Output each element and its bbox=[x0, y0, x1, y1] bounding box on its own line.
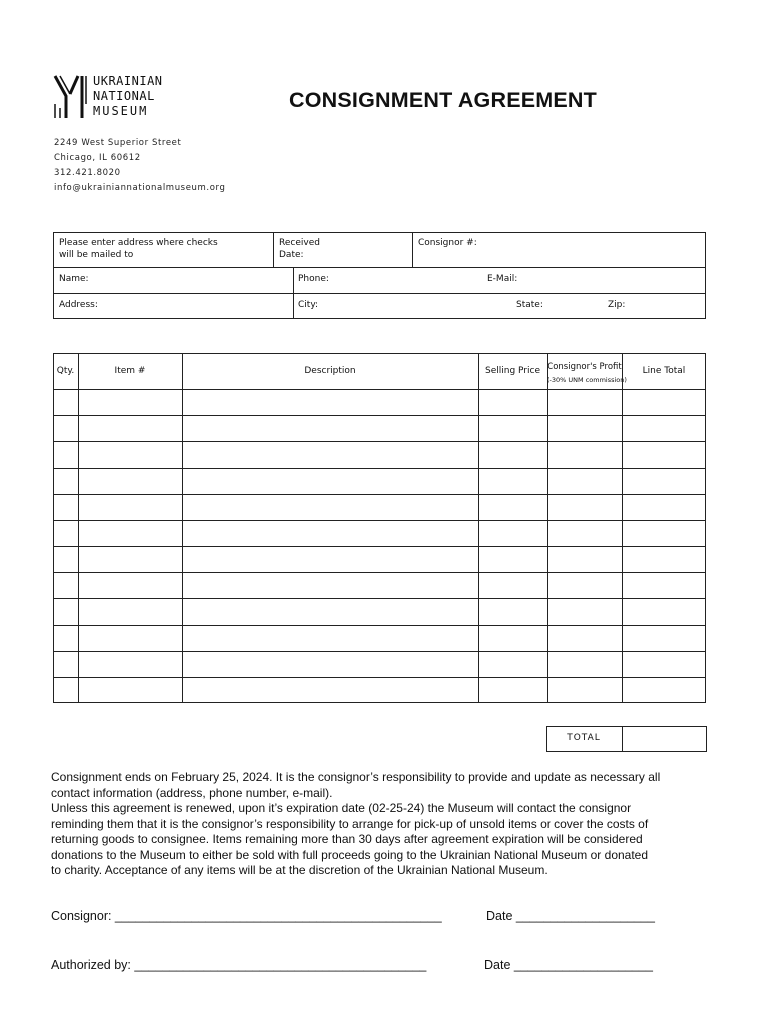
selling-price-cell[interactable] bbox=[479, 495, 546, 519]
qty-cell[interactable] bbox=[54, 599, 77, 623]
name-label: Name: bbox=[59, 274, 89, 284]
consignor-profit-cell[interactable] bbox=[548, 521, 621, 545]
column-header-qty: Qty. bbox=[56, 366, 75, 376]
museum-city: Chicago, IL 60612 bbox=[54, 153, 141, 163]
description-cell[interactable] bbox=[183, 547, 477, 571]
qty-cell[interactable] bbox=[54, 495, 77, 519]
consignor-profit-cell[interactable] bbox=[548, 599, 621, 623]
qty-cell[interactable] bbox=[54, 547, 77, 571]
qty-cell[interactable] bbox=[54, 652, 77, 676]
city-label: City: bbox=[298, 300, 319, 310]
column-header-commission-note: (-30% UNM commission) bbox=[547, 376, 627, 384]
consignor-profit-cell[interactable] bbox=[548, 573, 621, 597]
table-row bbox=[53, 677, 706, 703]
consignor-profit-cell[interactable] bbox=[548, 469, 621, 493]
item-number-cell[interactable] bbox=[79, 469, 181, 493]
qty-cell[interactable] bbox=[54, 390, 77, 414]
selling-price-cell[interactable] bbox=[479, 678, 546, 702]
qty-cell[interactable] bbox=[54, 469, 77, 493]
form-divider bbox=[293, 267, 294, 319]
email-label: E-Mail: bbox=[487, 274, 518, 284]
museum-email: info@ukrainiannationalmuseum.org bbox=[54, 183, 226, 193]
address-label: Address: bbox=[59, 300, 98, 310]
consignor-profit-cell[interactable] bbox=[548, 442, 621, 466]
item-number-cell[interactable] bbox=[79, 547, 181, 571]
consignor-profit-cell[interactable] bbox=[548, 416, 621, 440]
phone-label: Phone: bbox=[298, 274, 329, 284]
qty-cell[interactable] bbox=[54, 416, 77, 440]
table-row bbox=[53, 520, 706, 546]
page-title: CONSIGNMENT AGREEMENT bbox=[289, 88, 597, 112]
terms-line-4: reminding them that it is the consignor’s responsibility to arrange for pick-up of unsold items or cover the costs of bbox=[51, 816, 649, 831]
authorized-date-line[interactable]: Date ____________________ bbox=[484, 958, 653, 972]
logo-text-ukrainian: UKRAINIAN bbox=[93, 74, 163, 88]
qty-cell[interactable] bbox=[54, 573, 77, 597]
item-number-cell[interactable] bbox=[79, 416, 181, 440]
table-row bbox=[53, 415, 706, 441]
terms-line-7: to charity. Acceptance of any items will be at the discretion of the Ukrainian National Museum. bbox=[51, 863, 548, 877]
selling-price-cell[interactable] bbox=[479, 469, 546, 493]
consignor-profit-cell[interactable] bbox=[548, 390, 621, 414]
received-date-label: Received bbox=[279, 238, 320, 248]
line-total-cell[interactable] bbox=[623, 626, 705, 650]
form-divider bbox=[273, 232, 274, 267]
description-cell[interactable] bbox=[183, 652, 477, 676]
received-date-label-2: Date: bbox=[279, 250, 304, 260]
table-row bbox=[53, 598, 706, 624]
consignor-date-line[interactable]: Date ____________________ bbox=[486, 909, 655, 923]
line-total-cell[interactable] bbox=[623, 416, 705, 440]
consignor-signature-line[interactable]: Consignor: _______________________________________________ bbox=[51, 909, 442, 923]
selling-price-cell[interactable] bbox=[479, 390, 546, 414]
description-cell[interactable] bbox=[183, 573, 477, 597]
qty-cell[interactable] bbox=[54, 442, 77, 466]
selling-price-cell[interactable] bbox=[479, 547, 546, 571]
line-total-cell[interactable] bbox=[623, 599, 705, 623]
consignor-profit-cell[interactable] bbox=[548, 495, 621, 519]
column-header-line-total: Line Total bbox=[642, 366, 686, 376]
consignor-profit-cell[interactable] bbox=[548, 547, 621, 571]
line-total-cell[interactable] bbox=[623, 652, 705, 676]
item-number-cell[interactable] bbox=[79, 442, 181, 466]
line-total-cell[interactable] bbox=[623, 442, 705, 466]
selling-price-cell[interactable] bbox=[479, 652, 546, 676]
item-number-cell[interactable] bbox=[79, 521, 181, 545]
description-cell[interactable] bbox=[183, 442, 477, 466]
unm-logo-icon bbox=[52, 74, 92, 120]
selling-price-cell[interactable] bbox=[479, 573, 546, 597]
item-number-cell[interactable] bbox=[79, 390, 181, 414]
item-number-cell[interactable] bbox=[79, 599, 181, 623]
consignor-profit-cell[interactable] bbox=[548, 678, 621, 702]
museum-logo bbox=[52, 74, 162, 120]
terms-line-6: donations to the Museum to either be sold with full proceeds going to the Ukrainian National Museum or donated bbox=[51, 847, 649, 862]
item-number-cell[interactable] bbox=[79, 626, 181, 650]
terms-line-2: contact information (address, phone number, e-mail). bbox=[51, 785, 333, 800]
description-cell[interactable] bbox=[183, 521, 477, 545]
selling-price-cell[interactable] bbox=[479, 599, 546, 623]
column-header-selling-price: Selling Price bbox=[485, 366, 540, 376]
table-row bbox=[53, 546, 706, 572]
table-row bbox=[53, 441, 706, 467]
column-header-consignor-profit: Consignor's Profit bbox=[547, 362, 622, 372]
logo-text-museum: MUSEUM bbox=[93, 104, 149, 118]
consignor-number-label: Consignor #: bbox=[418, 238, 477, 248]
total-label: TOTAL bbox=[567, 733, 601, 743]
mailing-address-label: Please enter address where checks bbox=[59, 238, 218, 248]
line-total-cell[interactable] bbox=[623, 521, 705, 545]
form-divider bbox=[53, 293, 706, 294]
line-total-cell[interactable] bbox=[623, 495, 705, 519]
description-cell[interactable] bbox=[183, 416, 477, 440]
description-cell[interactable] bbox=[183, 469, 477, 493]
description-cell[interactable] bbox=[183, 599, 477, 623]
table-row bbox=[53, 625, 706, 651]
table-row bbox=[53, 468, 706, 494]
description-cell[interactable] bbox=[183, 678, 477, 702]
description-cell[interactable] bbox=[183, 626, 477, 650]
line-total-cell[interactable] bbox=[623, 547, 705, 571]
line-total-cell[interactable] bbox=[623, 678, 705, 702]
table-row bbox=[53, 389, 706, 415]
state-label: State: bbox=[516, 300, 543, 310]
item-number-cell[interactable] bbox=[79, 678, 181, 702]
selling-price-cell[interactable] bbox=[479, 521, 546, 545]
mailing-address-label-2: will be mailed to bbox=[59, 250, 134, 260]
consignor-profit-cell[interactable] bbox=[548, 652, 621, 676]
terms-line-5: returning goods to consignee. Items remaining more than 30 days after agreement expiration will be considered bbox=[51, 832, 643, 846]
item-number-cell[interactable] bbox=[79, 573, 181, 597]
item-number-cell[interactable] bbox=[79, 652, 181, 676]
table-row bbox=[53, 572, 706, 598]
total-divider bbox=[622, 726, 623, 752]
zip-label: Zip: bbox=[608, 300, 626, 310]
description-cell[interactable] bbox=[183, 390, 477, 414]
table-row bbox=[53, 651, 706, 677]
description-cell[interactable] bbox=[183, 495, 477, 519]
form-divider bbox=[53, 267, 706, 268]
terms-line-3: Unless this agreement is renewed, upon it’s expiration date (02-25-24) the Museum will contact the consignor bbox=[51, 801, 632, 815]
line-total-cell[interactable] bbox=[623, 469, 705, 493]
selling-price-cell[interactable] bbox=[479, 416, 546, 440]
selling-price-cell[interactable] bbox=[479, 626, 546, 650]
line-total-cell[interactable] bbox=[623, 573, 705, 597]
consignor-profit-cell[interactable] bbox=[548, 626, 621, 650]
authorized-signature-line[interactable]: Authorized by: __________________________________________ bbox=[51, 958, 427, 972]
museum-phone: 312.421.8020 bbox=[54, 168, 121, 178]
qty-cell[interactable] bbox=[54, 626, 77, 650]
line-total-cell[interactable] bbox=[623, 390, 705, 414]
form-divider bbox=[412, 232, 413, 267]
terms-line-1: Consignment ends on February 25, 2024. It is the consignor’s responsibility to provide and update as necessary all bbox=[51, 770, 661, 784]
table-row bbox=[53, 494, 706, 520]
qty-cell[interactable] bbox=[54, 521, 77, 545]
column-header-item: Item # bbox=[114, 366, 146, 376]
item-number-cell[interactable] bbox=[79, 495, 181, 519]
total-value-field[interactable] bbox=[624, 728, 705, 750]
qty-cell[interactable] bbox=[54, 678, 77, 702]
museum-street: 2249 West Superior Street bbox=[54, 138, 182, 148]
logo-text-national: NATIONAL bbox=[93, 89, 155, 103]
selling-price-cell[interactable] bbox=[479, 442, 546, 466]
column-header-description: Description bbox=[304, 366, 356, 376]
